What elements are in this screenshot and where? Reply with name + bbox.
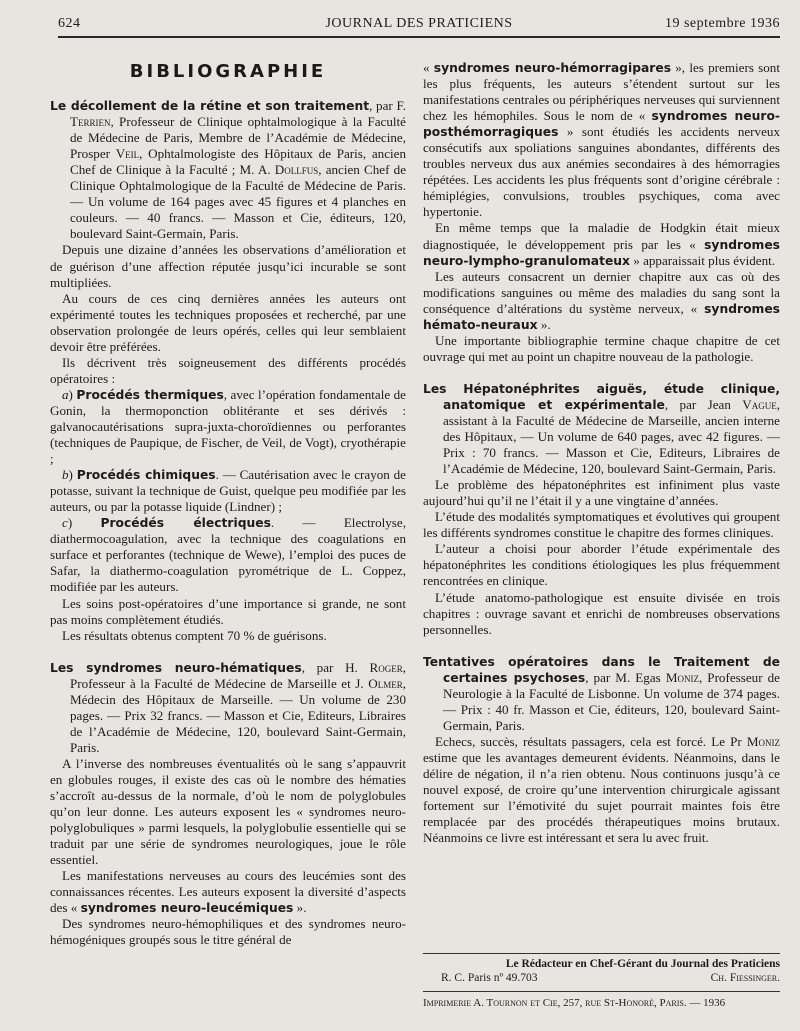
book-reference: Tentatives opératoires dans le Traitement de certaines psychoses, par M. Egas Moniz, Professeur de Neurologie à la Faculté de Lisbonne. Un volume de 374 pages. — Prix : 40 fr. Masson et Cie, éditeurs, 120, boulevard Saint-Germain, Paris. [423, 654, 780, 733]
page-footer [423, 953, 780, 1010]
review-paragraph-continued: « syndromes neuro-hémorragipares », les premiers sont les plus fréquents, les auteurs s’étendent surtout sur les manifestations centrales ou périphériques nerveuses qui surviennent chez les hémophiles. Sous le nom de « syndromes neuro-posthémorragiques » sont étudiés les accidents nerveux consécutifs aux spoliations sanguines abondantes, différents des troubles nerveux dus aux anémies secondaires à des hémorragies répétées. Les accidents les plus fréquents sont d’origine cérébrale : hémiplégies, convulsions, troubles psychiques, coma avec hypertonie. [423, 60, 781, 220]
review-paragraph: c) Procédés électriques. — Electrolyse, diathermocoagulation, avec la technique des coagulations en surface et perforantes (technique de Wewe), l’emploi des puces de Safar, la diathermo-coagulation pyrométrique de L. Coppez, modifiée par les auteurs. [50, 515, 406, 595]
right-column [423, 60, 780, 846]
review-paragraph: L’étude anatomo-pathologique est ensuite divisée en trois chapitres : ouvrage savant et enrichi de nombreuses observations personnelles. [423, 589, 780, 637]
review-paragraph: Les manifestations nerveuses au cours des leucémies sont des connaissances récentes. Les auteurs exposent la diversité d’aspects des « syndromes neuro-leucémiques ». [50, 868, 406, 916]
review-paragraph: En même temps que la maladie de Hodgkin était mieux diagnostiquée, le développement pris par les « syndromes neuro-lympho-granulomateux » apparaissait plus évident. [423, 220, 780, 268]
review-paragraph: Au cours de ces cinq dernières années les auteurs ont expérimenté toutes les techniques proposées et recherché, par une observation prolongée de leurs opérés, celles qui leur semblaient devoir être préférées. [50, 290, 406, 354]
left-column [50, 58, 406, 948]
commerce-registry: R. C. Paris nº 49.703 [441, 972, 538, 984]
issue-date: 19 septembre 1936 [664, 16, 780, 31]
page-number: 624 [58, 16, 81, 31]
review-paragraph: Echecs, succès, résultats passagers, cela est forcé. Le Pr Moniz estime que les avantages demeurent évidents. Néanmoins, dans le délire de négation, il n’a rien obtenu. Nous continuons jusqu’à ce nouvel exposé, de croire qu’une intervention chirurgicale agissant fortement sur l’émotivité du sujet pourrait maintes fois être remplacée par des procédés thérapeutiques moins brutaux. Néanmoins ce livre est intéressant et sera lu avec fruit. [423, 733, 780, 846]
review-paragraph: Une importante bibliographie termine chaque chapitre de cet ouvrage qui met au point un chapitre nouveau de la pathologie. [423, 332, 780, 364]
review-paragraph: a) Procédés thermiques, avec l’opération fondamentale de Gonin, la thermoponction oblitérante et ses dérivés : galvanocautérisations supra-juxta-choroïdiennes ou perforantes (techniques de Paupique, de Fischer, de Veil, de Vogt), cryothérapie ; [50, 386, 406, 467]
review-paragraph: Les résultats obtenus comptent 70 % de guérisons. [62, 627, 327, 643]
review-paragraph: Des syndromes neuro-hémophiliques et des syndromes neuro-hémogéniques groupés sous le titre général de [50, 916, 406, 948]
book-reference: Les syndromes neuro-hématiques, par H. Roger, Professeur à la Faculté de Médecine de Marseille et J. Olmer, Médecin des Hôpitaux de Marseille. — Un volume de 230 pages. — Prix 32 francs. — Masson et Cie, Editeurs, Libraires de l’Académie de Médecine, 120, boulevard Saint-Germain, Paris. [50, 659, 407, 755]
review-paragraph: L’étude des modalités symptomatiques et évolutives qui groupent les différents syndromes constitue le chapitre des formes cliniques. [423, 509, 780, 541]
review-paragraph: b) Procédés chimiques. — Cautérisation avec le crayon de potasse, suivant la technique de Guist, quelque peu modifiée par les auteurs, ou par la potasse liquide (Lindner) ; [50, 467, 406, 515]
footer-credits [423, 971, 780, 985]
book-reference: Le décollement de la rétine et son traitement, par F. Terrien, Professeur de Clinique ophtalmologique à la Faculté de Médecine de Paris, Membre de l’Académie de Médecine, Prosper Veil, Ophtalmologiste des Hôpitaux de Paris, ancien Chef de Clinique à la Faculté ; M. A. Dollfus, ancien Chef de Clinique Ophtalmologique de la Faculté de Médecine de Paris. — Un volume de 164 pages avec 45 figures et 4 planches en couleurs. — 40 francs. — Masson et Cie, éditeurs, 120, boulevard Saint-Germain, Paris. [50, 98, 407, 242]
journal-title: JOURNAL DES PRATICIENS [325, 16, 513, 31]
review-paragraph: Les auteurs consacrent un dernier chapitre aux cas où des modifications sanguines ou même des maladies du sang sont la conséquence d’altérations du système nerveux, « syndromes hémato-neuraux ». [423, 268, 780, 332]
book-reference: Les Hépatonéphrites aiguës, étude clinique, anatomique et expérimentale, par Jean Vague, assistant à la Faculté de Médecine de Marseille, ancien interne des Hôpitaux, — Un volume de 640 pages, avec 42 figures. — Prix : 70 francs. — Masson et Cie, Editeurs, Libraires de l’Académie de Médecine, 120, boulevard Saint-Germain, Paris. [423, 381, 780, 477]
review-paragraph: Depuis une dizaine d’années les observations d’amélioration et de guérison d’une affection réputée jusqu’ici incurable se sont multipliées. [50, 242, 406, 290]
footer-rule [423, 953, 780, 954]
review-paragraph: Le problème des hépatonéphrites est infiniment plus vaste aujourd’hui qu’il ne l’était il y a une vingtaine d’années. [423, 477, 780, 509]
review-paragraph: Les soins post-opératoires d’une importance si grande, ne sont pas moins complètement étudiés. [50, 595, 406, 627]
editor-signature: Ch. Fiessinger. [710, 972, 780, 984]
printer-line: Imprimerie A. Tournon et Cie, 257, rue St-Honoré, Paris. — 1936 [423, 991, 780, 1010]
review-paragraph: A l’inverse des nombreuses éventualités où le sang s’appauvrit en globules rouges, il existe des cas où le nombre des hématies s’accroît au-dessus de la normale, d’où le nom de polyglobules qu’on leur donne. Les auteurs exposent les « syndromes neuro-polyglobuliques » parmi lesquels, la polyglobulie essentielle qui se traduit par une série de syndromes neurologiques, joue le rôle essentiel. [50, 755, 406, 868]
left-column-text [50, 98, 406, 948]
running-header [58, 14, 780, 38]
review-paragraph: Ils décrivent très soigneusement des différents procédés opératoires : [50, 354, 406, 386]
section-title: BIBLIOGRAPHIE [129, 61, 327, 82]
editor-line: Le Rédacteur en Chef-Gérant du Journal des Praticiens [505, 958, 780, 970]
right-column-text [423, 60, 780, 846]
review-paragraph: L’auteur a choisi pour aborder l’étude expérimentale des hépatonéphrites les conditions étiologiques les plus fréquemment rencontrées en clinique. [423, 541, 780, 589]
